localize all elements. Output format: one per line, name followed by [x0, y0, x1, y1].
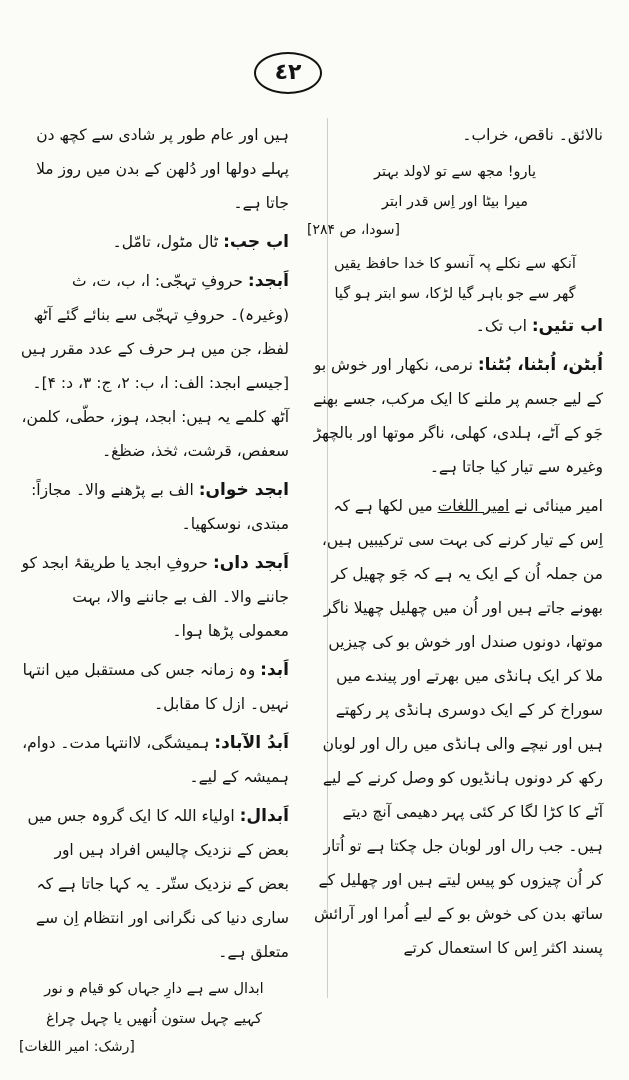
entry-text: حروفِ ابجد یا طریقۂ ابجد کو جاننے والا۔ الف بے جاننے والا، بہت معمولی پڑھا ہوا۔	[21, 554, 289, 640]
verse-couplet	[307, 249, 603, 309]
citation: [سودا، ص ۲۸۴]	[307, 222, 400, 238]
entry-text: الف بے پڑھنے والا۔ مجازاً: مبتدی، نوسکھیا۔	[31, 481, 289, 533]
verse-couplet	[307, 157, 603, 217]
entry-headword: اب تئیں:	[531, 316, 603, 336]
entry-continuation	[19, 118, 289, 220]
verse-line: کہیے چہل ستون اُنھیں یا چہل چراغ	[46, 1011, 262, 1027]
note-text: میں لکھا ہے کہ اِس کے تیار کرنے کی بہت سی ترکیبیں ہیں، من جملہ اُن کے ایک یہ ہے کہ جَو چھیل کر بھونے جاتے ہیں اور اُن میں چھلیل چھیلا ناگر موتھا، دونوں صندل اور خوش بو کی چیزیں ملا کر ایک ہانڈی میں بھرتے اور پیندے میں سوراخ کر کے ایک دوسری ہانڈی پر رکھتے ہیں اور نیچے والی ہانڈی میں رال اور لوبان رکھ کر دونوں ہانڈیوں کو وصل کرنے کے لیے آٹے کا کڑا لگا کر کئی پہر دھیمی آنچ دیتے ہیں۔ جب رال اور لوبان جل چکتا ہے تو اُتار کر اُن چیزوں کو پیس لیتے ہیں اور چھلیل کے ساتھ بدن کی خوش بو کے لیے اُمرا اور آرائش پسند اکثر اِس کا استعمال کرتے	[314, 497, 603, 957]
verse-line: گھر سے جو باہر گیا لڑکا، سو ابتر ہو گیا	[334, 286, 576, 302]
citation: [رشک: امیر اللغات]	[19, 1039, 135, 1055]
entry-headword: اَبدُ الآباد:	[214, 733, 289, 753]
entry-headword: اَبجد داں:	[212, 553, 289, 573]
verse-line: ابدال سے ہے دارِ جہاں کو قیام و نور	[44, 981, 264, 997]
entry-headword: ابجد خواں:	[198, 480, 289, 500]
entry-text: اب تک۔	[475, 317, 532, 335]
entry-abdal	[19, 799, 289, 969]
entry-text: ہیں اور عام طور پر شادی سے کچھ دن پہلے دولھا اور دُلھن کے بدن میں روز ملا جاتا ہے۔	[36, 126, 289, 212]
entry-text: ہمیشگی، لاانتہا مدت۔ دوام، ہمیشہ کے لیے۔	[22, 734, 289, 786]
entry-headword: اُبٹن، اُبٹنا، بُٹنا:	[477, 355, 603, 375]
entry-ubtan-note	[307, 489, 603, 965]
entry-headword: اَبد:	[260, 660, 289, 680]
entry-headword: اَبجد:	[247, 271, 289, 291]
entry-text: نالائق۔ ناقص، خراب۔	[462, 126, 603, 144]
entry-ab-jab	[19, 225, 289, 259]
verse-line: میرا بیٹا اور اِس قدر ابتر	[381, 194, 529, 210]
verse-line: یارو! مجھ سے تو لاولد بہتر	[374, 164, 536, 180]
left-column	[19, 118, 289, 1066]
note-text: امیر مینائی نے	[509, 497, 603, 515]
entry-headword: اَبدال:	[239, 806, 289, 826]
reference-title: امیر اللغات	[437, 497, 510, 515]
entry-abad	[19, 653, 289, 721]
right-column	[307, 118, 603, 970]
entry-abad-ul-abad	[19, 726, 289, 794]
entry-headword: اب جب:	[223, 232, 289, 252]
entry-text: اولیاء اللہ کا ایک گروہ جس میں بعض کے نزدیک چالیس افراد ہیں اور بعض کے نزدیک ستّر۔ یہ کہا جاتا ہے کہ ساری دنیا کی نگرانی اور انتظام اِن سے متعلق ہے۔	[27, 807, 289, 961]
page-number: ٤٢	[254, 52, 322, 94]
entry-text: حروفِ تہجّی: ا، ب، ت، ث (وغیرہ)۔ حروفِ تہجّی سے بنائے گئے آٹھ لفظ، جن میں ہر حرف کے عدد مقرر ہیں [جیسے ابجد: الف: ا، ب: ۲، ج: ۳، د: ۴]۔ آٹھ کلمے یہ ہیں: ابجد، ہوز، حطّی، کلمن، سعفص، قرشت، ثخذ، ضظغ۔	[20, 272, 289, 460]
entry-text: ٹال مٹول، تامّل۔	[112, 233, 224, 251]
entry-abjad	[19, 264, 289, 468]
verse-line: آنکھ سے نکلے پہ آنسو کا خدا حافظ یقیں	[334, 256, 576, 272]
entry-ab-tain	[307, 309, 603, 343]
entry-ubtan	[307, 348, 603, 484]
entry-text: نرمی، نکھار اور خوش بو کے لیے جسم پر ملنے کا ایک مرکب، جسے بھنے جَو کے آٹے، ہلدی، کھلی، ناگر موتھا اور بالچھڑ وغیرہ سے تیار کیا جاتا ہے۔	[313, 356, 603, 476]
entry-text: وہ زمانہ جس کی مستقبل میں انتہا نہیں۔ ازل کا مقابل۔	[22, 661, 289, 713]
entry-abjad-dan	[19, 546, 289, 648]
entry-abjad-khwan	[19, 473, 289, 541]
verse-couplet	[19, 974, 289, 1034]
entry-continuation	[307, 118, 603, 152]
